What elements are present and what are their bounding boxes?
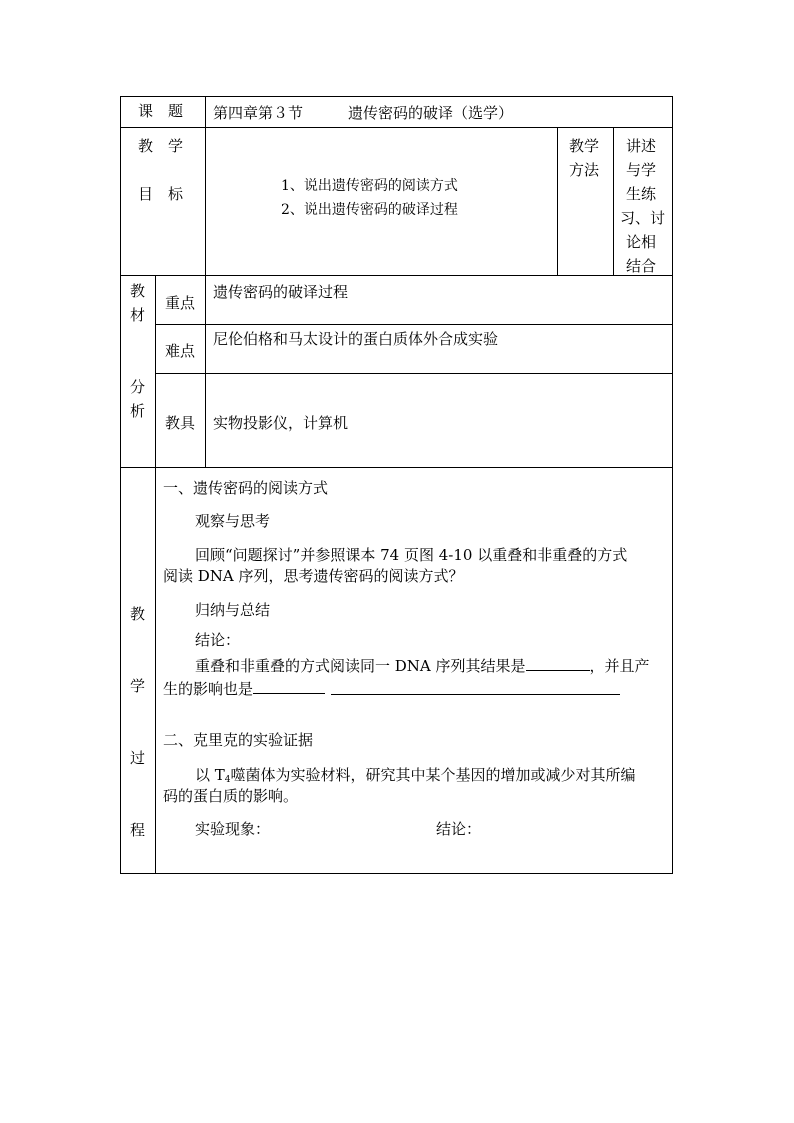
topic-value: 第四章第３节 遗传密码的破译（选学） (213, 104, 514, 122)
conclusion-text: ，并且产 (589, 657, 650, 675)
difficulty-label: 难点 (165, 342, 196, 360)
table-border-left (120, 96, 121, 874)
method-label: 教学 (569, 137, 600, 155)
answer-line (331, 694, 620, 695)
row-divider (120, 127, 673, 128)
column-divider (557, 127, 558, 275)
conclusion-text: 重叠和非重叠的方式阅读同一 DNA 序列其结果是 (195, 657, 526, 675)
experiment-text: 码的蛋白质的影响。 (163, 787, 299, 805)
analysis-side-label: 分 (130, 378, 146, 396)
method-value: 习、讨 (620, 209, 666, 227)
row-divider (120, 275, 673, 276)
process-side-label: 过 (130, 749, 146, 767)
teaching-aids-label: 教具 (165, 414, 196, 432)
summary-heading: 归纳与总结 (195, 601, 271, 619)
table-border-right (672, 96, 673, 874)
method-value: 讲述 (626, 137, 657, 155)
difficulty-value: 尼伦伯格和马太设计的蛋白质体外合成实验 (213, 330, 499, 348)
process-side-label: 教 (130, 605, 146, 623)
teaching-aids-value: 实物投影仪，计算机 (213, 414, 349, 432)
process-side-label: 程 (130, 821, 146, 839)
row-divider (155, 373, 673, 374)
row-divider (120, 467, 673, 468)
experiment-text (195, 766, 636, 789)
analysis-side-label: 教 (130, 282, 146, 300)
result-label: 结论： (436, 820, 482, 838)
row-divider (155, 324, 673, 325)
key-point-value: 遗传密码的破译过程 (213, 283, 349, 301)
fill-in-blank[interactable] (253, 679, 325, 694)
method-value: 论相 (626, 233, 657, 251)
conclusion-line (195, 656, 650, 675)
question-text: 回顾“问题探讨”并参照课本 74 页图 4-10 以重叠和非重叠的方式 (195, 546, 628, 564)
table-border-top (120, 96, 673, 97)
method-value: 结合 (626, 257, 657, 275)
goals-label-top: 教 学 (138, 137, 184, 155)
phenomenon-label: 实验现象： (195, 820, 271, 838)
question-text: 阅读 DNA 序列，思考遗传密码的阅读方式？ (163, 567, 464, 585)
conclusion-line (163, 679, 325, 698)
experiment-text-part: 以 T (195, 766, 225, 784)
column-divider (613, 127, 614, 275)
key-point-label: 重点 (165, 294, 196, 312)
process-side-label: 学 (130, 677, 146, 695)
analysis-side-label: 析 (130, 402, 146, 420)
column-divider (205, 96, 206, 275)
method-value: 与学 (626, 161, 657, 179)
method-value: 生练 (626, 185, 657, 203)
column-divider (155, 275, 156, 874)
method-label: 方法 (569, 161, 600, 179)
goal-item: 2、说出遗传密码的破译过程 (281, 202, 458, 218)
goal-item: 1、说出遗传密码的阅读方式 (281, 178, 458, 194)
section-heading: 一、遗传密码的阅读方式 (163, 479, 329, 497)
observe-heading: 观察与思考 (195, 512, 271, 530)
section-heading: 二、克里克的实验证据 (163, 731, 314, 749)
analysis-side-label: 材 (130, 306, 146, 324)
conclusion-label: 结论： (195, 631, 241, 649)
goals-label-bottom: 目 标 (138, 185, 184, 203)
table-border-bottom (120, 873, 673, 874)
conclusion-text: 生的影响也是 (163, 680, 254, 698)
fill-in-blank[interactable] (526, 656, 590, 671)
subscript: 4 (224, 775, 231, 785)
column-divider (205, 275, 206, 467)
experiment-text-part: 噬菌体为实验材料，研究其中某个基因的增加或减少对其所编 (230, 766, 636, 784)
topic-label: 课 题 (138, 102, 184, 120)
